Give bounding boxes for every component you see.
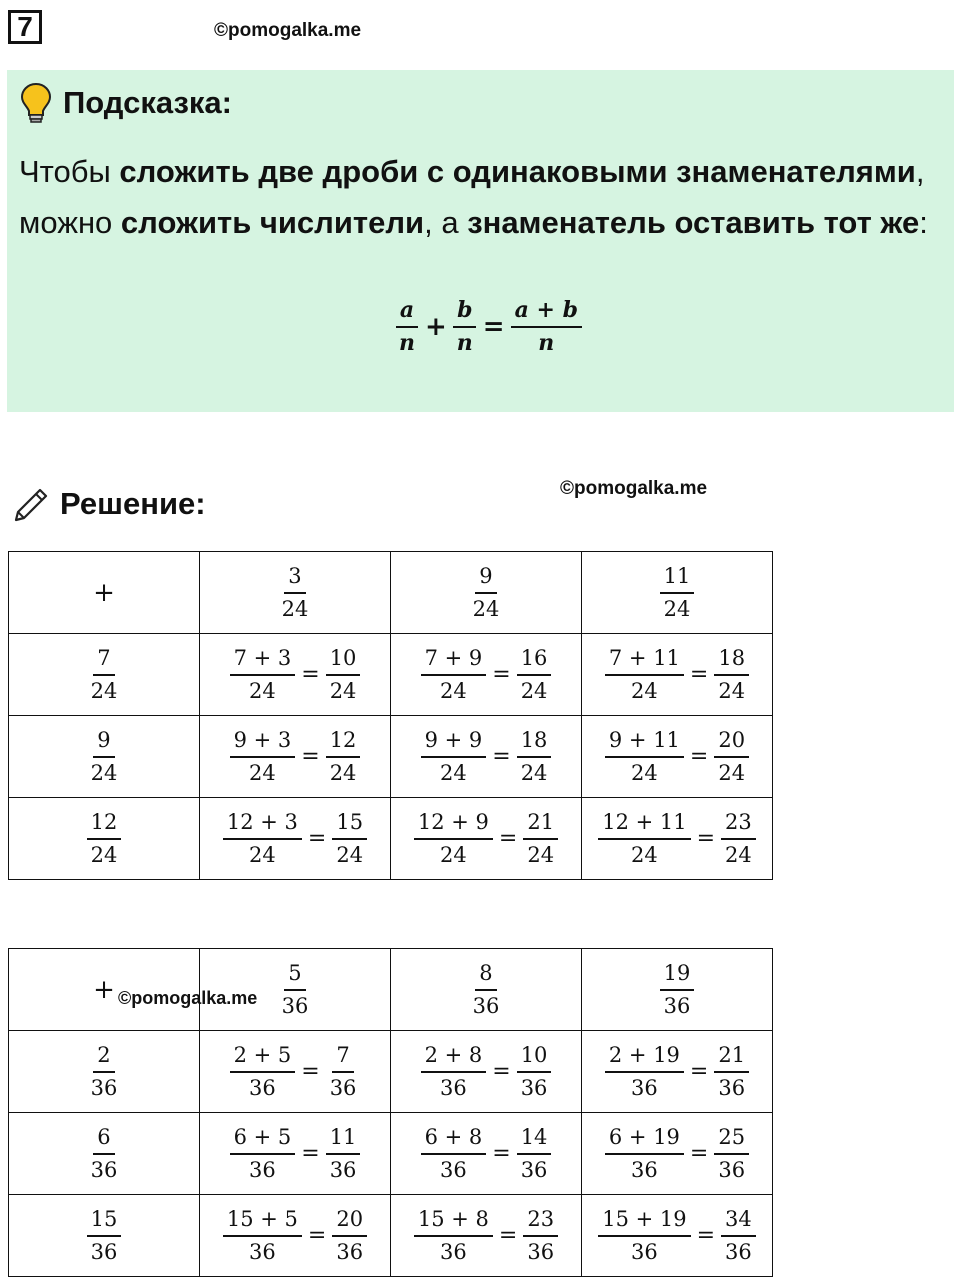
hint-text-3: , а	[424, 205, 468, 240]
sum-result-denominator: 24	[336, 842, 364, 867]
sum-result	[326, 1125, 361, 1181]
sum-result	[332, 1207, 367, 1263]
row-fraction-numerator: 9	[93, 728, 114, 757]
sum-expression-numerator: 15 + 8	[414, 1207, 493, 1236]
pencil-icon	[10, 482, 54, 526]
column-fraction	[660, 961, 695, 1017]
sum-result-numerator: 18	[714, 646, 749, 675]
row-fraction-denominator: 36	[90, 1157, 118, 1182]
formula-frac-a	[395, 298, 419, 357]
watermark-table: ©pomogalka.me	[118, 988, 258, 1008]
sum-result-numerator: 11	[326, 1125, 361, 1154]
sum-expression-numerator: 9 + 9	[421, 728, 487, 757]
sum-cell	[391, 634, 582, 716]
row-fraction	[87, 1043, 122, 1099]
sum-expression-numerator: 12 + 3	[223, 810, 302, 839]
row-fraction-denominator: 24	[90, 842, 118, 867]
sum-result-numerator: 25	[714, 1125, 749, 1154]
formula-plus: +	[425, 312, 447, 343]
sum-expression-denominator: 24	[631, 842, 658, 867]
equals-sign: =	[689, 1141, 709, 1166]
row-header-1	[9, 1031, 200, 1113]
row-fraction	[87, 810, 122, 866]
sum-cell	[391, 1113, 582, 1195]
sum-expression-numerator: 6 + 8	[421, 1125, 487, 1154]
sum-result-denominator: 36	[718, 1157, 746, 1182]
equals-sign: =	[696, 1223, 716, 1248]
row-fraction	[87, 646, 122, 702]
sum-result-denominator: 36	[527, 1239, 555, 1264]
sum-expression-denominator: 24	[249, 678, 276, 703]
sum-result-denominator: 24	[520, 760, 548, 785]
sum-result	[326, 1043, 361, 1099]
sum-result-numerator: 18	[517, 728, 552, 757]
sum-expression-numerator: 2 + 5	[230, 1043, 296, 1072]
row-fraction-denominator: 36	[90, 1239, 118, 1264]
column-fraction-denominator: 36	[281, 993, 309, 1018]
sum-result-denominator: 24	[329, 760, 357, 785]
equals-sign: =	[307, 1223, 327, 1248]
formula-n3: n	[538, 330, 555, 357]
sum-result	[523, 810, 558, 866]
row-header-2	[9, 716, 200, 798]
sum-expression-denominator: 24	[440, 678, 467, 703]
sum-result-numerator: 20	[714, 728, 749, 757]
sum-expression	[414, 1207, 493, 1263]
equals-sign: =	[492, 1059, 511, 1084]
sum-cell	[200, 1031, 391, 1113]
sum-expression-denominator: 36	[249, 1239, 276, 1264]
sum-expression-numerator: 6 + 19	[605, 1125, 684, 1154]
sum-result	[517, 1043, 552, 1099]
column-fraction-denominator: 24	[281, 596, 309, 621]
sum-expression	[230, 1125, 296, 1181]
sum-cell	[582, 1195, 773, 1277]
column-fraction	[660, 564, 695, 620]
sum-expression	[223, 810, 302, 866]
equals-sign: =	[301, 744, 320, 769]
hint-title	[19, 82, 232, 124]
formula-n1: n	[399, 330, 415, 357]
row-fraction-numerator: 12	[87, 810, 122, 839]
column-fraction-numerator: 3	[284, 564, 305, 593]
column-fraction-numerator: 9	[475, 564, 496, 593]
sum-expression	[421, 1125, 487, 1181]
table-row	[9, 798, 773, 880]
sum-result-denominator: 36	[336, 1239, 364, 1264]
sum-result-denominator: 24	[527, 842, 555, 867]
sum-result-numerator: 23	[721, 810, 756, 839]
row-header-3	[9, 1195, 200, 1277]
sum-expression-numerator: 9 + 3	[230, 728, 296, 757]
column-fraction	[469, 564, 504, 620]
sum-expression-denominator: 24	[631, 760, 658, 785]
column-fraction	[278, 961, 313, 1017]
hint-title-text: Подсказка:	[63, 85, 232, 120]
sum-result-denominator: 24	[725, 842, 752, 867]
sum-result-numerator: 16	[517, 646, 552, 675]
sum-expression-denominator: 36	[249, 1075, 276, 1100]
column-fraction-denominator: 36	[472, 993, 500, 1018]
column-fraction-denominator: 36	[663, 993, 691, 1018]
sum-cell	[582, 1031, 773, 1113]
formula-b: b	[453, 298, 476, 328]
column-fraction-denominator: 24	[663, 596, 691, 621]
row-fraction-numerator: 2	[93, 1043, 114, 1072]
sum-cell	[200, 1195, 391, 1277]
table-row	[9, 1031, 773, 1113]
solution-title-text: Решение:	[60, 486, 206, 521]
row-header-2	[9, 1113, 200, 1195]
sum-result-numerator: 10	[326, 646, 361, 675]
sum-expression	[421, 728, 487, 784]
sum-cell	[582, 634, 773, 716]
sum-expression-numerator: 12 + 11	[598, 810, 690, 839]
sum-cell	[200, 634, 391, 716]
row-fraction-numerator: 6	[93, 1125, 114, 1154]
sum-expression-numerator: 2 + 19	[605, 1043, 684, 1072]
sum-cell	[200, 798, 391, 880]
hint-text-1: Чтобы	[19, 154, 120, 189]
row-fraction	[87, 1125, 122, 1181]
watermark-middle: ©pomogalka.me	[560, 478, 708, 499]
sum-expression-numerator: 7 + 9	[421, 646, 487, 675]
sum-cell	[391, 1195, 582, 1277]
sum-result-numerator: 20	[332, 1207, 367, 1236]
equals-sign: =	[689, 662, 709, 687]
equals-sign: =	[498, 826, 518, 851]
hint-box	[7, 70, 954, 412]
column-header-2	[391, 949, 582, 1031]
sum-result-numerator: 15	[332, 810, 367, 839]
row-header-3	[9, 798, 200, 880]
sum-result-denominator: 24	[718, 678, 746, 703]
hint-bold-1: сложить две дроби с одинаковыми знаменателями	[119, 154, 916, 189]
sum-expression	[414, 810, 493, 866]
plus-sign: +	[93, 974, 115, 1005]
sum-expression	[421, 646, 487, 702]
sum-result-numerator: 10	[517, 1043, 552, 1072]
sum-result-denominator: 24	[718, 760, 746, 785]
table-row	[9, 634, 773, 716]
sum-cell	[582, 798, 773, 880]
sum-result-denominator: 36	[520, 1075, 548, 1100]
sum-cell	[391, 798, 582, 880]
sum-expression-numerator: 15 + 19	[598, 1207, 690, 1236]
row-fraction	[87, 728, 122, 784]
column-header-3	[582, 552, 773, 634]
sum-result	[714, 1125, 749, 1181]
equals-sign: =	[689, 1059, 709, 1084]
equals-sign: =	[689, 744, 709, 769]
task-number: 7	[8, 10, 42, 44]
sum-result	[517, 646, 552, 702]
sum-expression-denominator: 36	[440, 1075, 467, 1100]
sum-cell	[391, 1031, 582, 1113]
sum-result	[721, 1207, 756, 1263]
equals-sign: =	[301, 662, 320, 687]
sum-result-numerator: 34	[721, 1207, 756, 1236]
sum-result-denominator: 24	[520, 678, 548, 703]
hint-text-2: , можно	[19, 154, 925, 240]
sum-expression-denominator: 24	[440, 842, 467, 867]
sum-expression-denominator: 24	[440, 760, 467, 785]
formula-sum: a + b	[511, 298, 582, 328]
column-fraction-numerator: 8	[475, 961, 496, 990]
sum-expression	[230, 1043, 296, 1099]
equals-sign: =	[492, 1141, 511, 1166]
sum-expression-numerator: 7 + 3	[230, 646, 296, 675]
sum-result-numerator: 23	[523, 1207, 558, 1236]
sum-result-denominator: 24	[329, 678, 357, 703]
row-header-1	[9, 634, 200, 716]
equals-sign: =	[301, 1059, 320, 1084]
sum-result-denominator: 36	[520, 1157, 548, 1182]
table-row	[9, 1113, 773, 1195]
hint-bold-2: сложить числители	[120, 205, 425, 240]
equals-sign: =	[498, 1223, 518, 1248]
sum-cell	[582, 716, 773, 798]
sum-result-denominator: 36	[329, 1075, 357, 1100]
sum-expression	[605, 1043, 684, 1099]
column-fraction-numerator: 19	[660, 961, 695, 990]
sum-result-numerator: 21	[714, 1043, 749, 1072]
row-fraction-denominator: 24	[90, 760, 118, 785]
watermark-top: ©pomogalka.me	[214, 20, 362, 41]
column-fraction-numerator: 5	[284, 961, 305, 990]
sum-cell	[391, 716, 582, 798]
sum-expression-denominator: 36	[440, 1157, 467, 1182]
plus-sign: +	[93, 577, 115, 608]
sum-expression	[598, 1207, 690, 1263]
header-row	[9, 552, 773, 634]
equals-sign: =	[492, 662, 511, 687]
sum-expression	[421, 1043, 487, 1099]
sum-result	[714, 728, 749, 784]
sum-result-numerator: 12	[326, 728, 361, 757]
sum-result	[517, 728, 552, 784]
sum-result	[523, 1207, 558, 1263]
sum-result-denominator: 36	[725, 1239, 752, 1264]
sum-expression-denominator: 36	[631, 1239, 658, 1264]
sum-expression-numerator: 6 + 5	[230, 1125, 296, 1154]
sum-expression-denominator: 24	[249, 760, 276, 785]
sum-expression-numerator: 15 + 5	[223, 1207, 302, 1236]
column-fraction-denominator: 24	[472, 596, 500, 621]
sum-expression-denominator: 36	[249, 1157, 276, 1182]
sum-expression-denominator: 24	[631, 678, 658, 703]
sum-cell	[200, 1113, 391, 1195]
column-header-3	[582, 949, 773, 1031]
column-header-1	[200, 552, 391, 634]
formula	[395, 298, 582, 357]
sum-expression	[598, 810, 690, 866]
addition-table-24	[8, 551, 773, 880]
corner-cell	[9, 552, 200, 634]
sum-expression-numerator: 12 + 9	[414, 810, 493, 839]
row-fraction-denominator: 36	[90, 1075, 118, 1100]
formula-eq: =	[482, 312, 505, 343]
sum-expression	[223, 1207, 302, 1263]
row-fraction-numerator: 15	[87, 1207, 122, 1236]
sum-expression-denominator: 36	[440, 1239, 467, 1264]
sum-expression	[230, 646, 296, 702]
row-fraction-numerator: 7	[93, 646, 114, 675]
sum-expression-denominator: 36	[631, 1157, 658, 1182]
row-fraction-denominator: 24	[90, 678, 118, 703]
formula-frac-sum	[511, 298, 582, 357]
sum-result-numerator: 21	[523, 810, 558, 839]
table-row	[9, 1195, 773, 1277]
lightbulb-icon	[19, 82, 53, 124]
sum-expression-numerator: 7 + 11	[605, 646, 684, 675]
solution-title	[10, 482, 206, 526]
formula-frac-b	[453, 298, 477, 357]
column-fraction	[278, 564, 313, 620]
sum-result-numerator: 7	[332, 1043, 353, 1072]
sum-cell	[582, 1113, 773, 1195]
column-fraction	[469, 961, 504, 1017]
sum-expression-numerator: 9 + 11	[605, 728, 684, 757]
sum-result	[517, 1125, 552, 1181]
column-fraction-numerator: 11	[660, 564, 695, 593]
sum-expression-denominator: 24	[249, 842, 276, 867]
sum-expression	[605, 646, 684, 702]
equals-sign: =	[301, 1141, 320, 1166]
sum-expression	[605, 728, 684, 784]
sum-expression	[230, 728, 296, 784]
hint-text-4: :	[919, 205, 928, 240]
sum-expression	[605, 1125, 684, 1181]
sum-result	[714, 1043, 749, 1099]
sum-result	[721, 810, 756, 866]
sum-expression-numerator: 2 + 8	[421, 1043, 487, 1072]
row-fraction	[87, 1207, 122, 1263]
column-header-2	[391, 552, 582, 634]
table-row	[9, 716, 773, 798]
hint-text	[19, 146, 939, 248]
formula-n2: n	[456, 330, 473, 357]
sum-expression-denominator: 36	[631, 1075, 658, 1100]
sum-result-denominator: 36	[329, 1157, 357, 1182]
hint-bold-3: знаменатель оставить тот же	[467, 205, 920, 240]
formula-a: a	[396, 298, 418, 328]
sum-result	[326, 646, 361, 702]
equals-sign: =	[307, 826, 327, 851]
equals-sign: =	[696, 826, 716, 851]
sum-cell	[200, 716, 391, 798]
sum-result	[714, 646, 749, 702]
sum-result	[326, 728, 361, 784]
sum-result-numerator: 14	[517, 1125, 552, 1154]
sum-result-denominator: 36	[718, 1075, 746, 1100]
sum-result	[332, 810, 367, 866]
equals-sign: =	[492, 744, 511, 769]
